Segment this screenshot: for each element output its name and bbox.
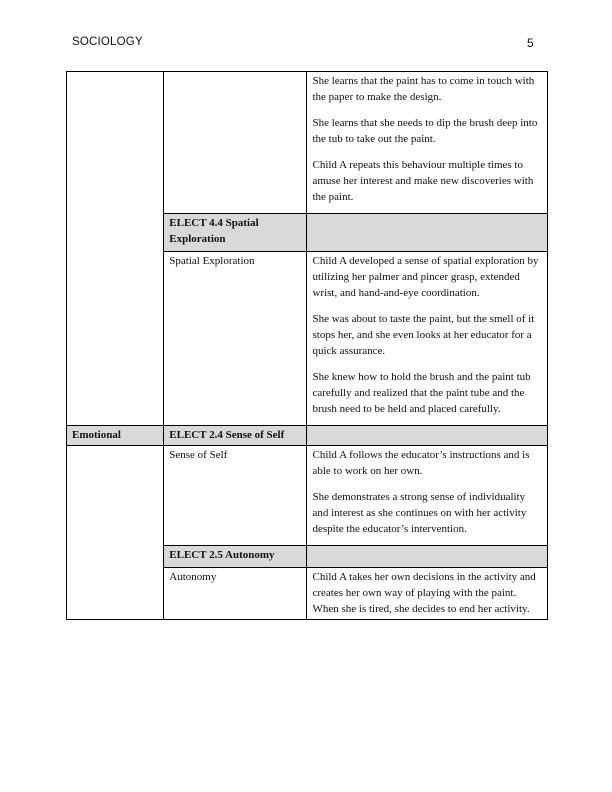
elect-heading-spatial: ELECT 4.4 Spatial Exploration [164, 214, 307, 252]
heading-cell-empty [307, 546, 548, 568]
outcome-label: Autonomy [164, 568, 307, 620]
outcome-label: Spatial Exploration [164, 252, 307, 426]
domain-cell-empty [67, 546, 164, 568]
domain-cell-empty [67, 446, 164, 546]
domain-cell-empty [67, 72, 164, 214]
observation-cell [307, 252, 548, 426]
observation-table [66, 71, 548, 620]
observation-paragraph: She learns that she needs to dip the brush deep into the tub to take out the paint. [312, 117, 538, 145]
table-row [67, 214, 548, 252]
label-cell-empty [164, 72, 307, 214]
domain-cell-empty [67, 568, 164, 620]
heading-cell-empty [307, 214, 548, 252]
observation-line: When she is tired, she decides to end her activity. [312, 603, 530, 615]
observation-paragraph: Child A developed a sense of spatial exploration by utilizing her palmer and pincer grasp, extended wrist, and hand-and-eye coordination. [312, 255, 539, 299]
observation-paragraph: Child A follows the educator’s instructions and is able to work on her own. [312, 449, 530, 477]
table-row [67, 568, 548, 620]
domain-cell-empty [67, 214, 164, 252]
table-row [67, 546, 548, 568]
observation-line: Child A takes her own decisions in the activity and creates her own way of playing with the paint. [312, 571, 536, 599]
table-row [67, 426, 548, 446]
running-header: SOCIOLOGY [72, 36, 143, 48]
observation-paragraph: She learns that the paint has to come in touch with the paper to make the design. [312, 75, 535, 103]
observation-paragraph: She was about to taste the paint, but the smell of it stops her, and she even looks at her educator for a quick assurance. [312, 313, 535, 357]
elect-heading-sense-of-self: ELECT 2.4 Sense of Self [164, 426, 307, 446]
table-row [67, 72, 548, 214]
domain-emotional: Emotional [67, 426, 164, 446]
table-row [67, 446, 548, 546]
observation-paragraph: She knew how to hold the brush and the paint tub carefully and realized that the paint tube and the brush need to be held and placed carefully. [312, 371, 531, 415]
observation-cell [307, 446, 548, 546]
observation-cell [307, 568, 548, 620]
observation-paragraph: Child A repeats this behaviour multiple times to amuse her interest and make new discoveries with the paint. [312, 159, 534, 203]
table-row [67, 252, 548, 426]
domain-cell-empty [67, 252, 164, 426]
elect-heading-autonomy: ELECT 2.5 Autonomy [164, 546, 307, 568]
heading-cell-empty [307, 426, 548, 446]
outcome-label: Sense of Self [164, 446, 307, 546]
observation-paragraph: She demonstrates a strong sense of individuality and interest as she continues on with her activity despite the educator’s intervention. [312, 491, 527, 535]
page-number: 5 [527, 36, 534, 50]
observation-cell [307, 72, 548, 214]
